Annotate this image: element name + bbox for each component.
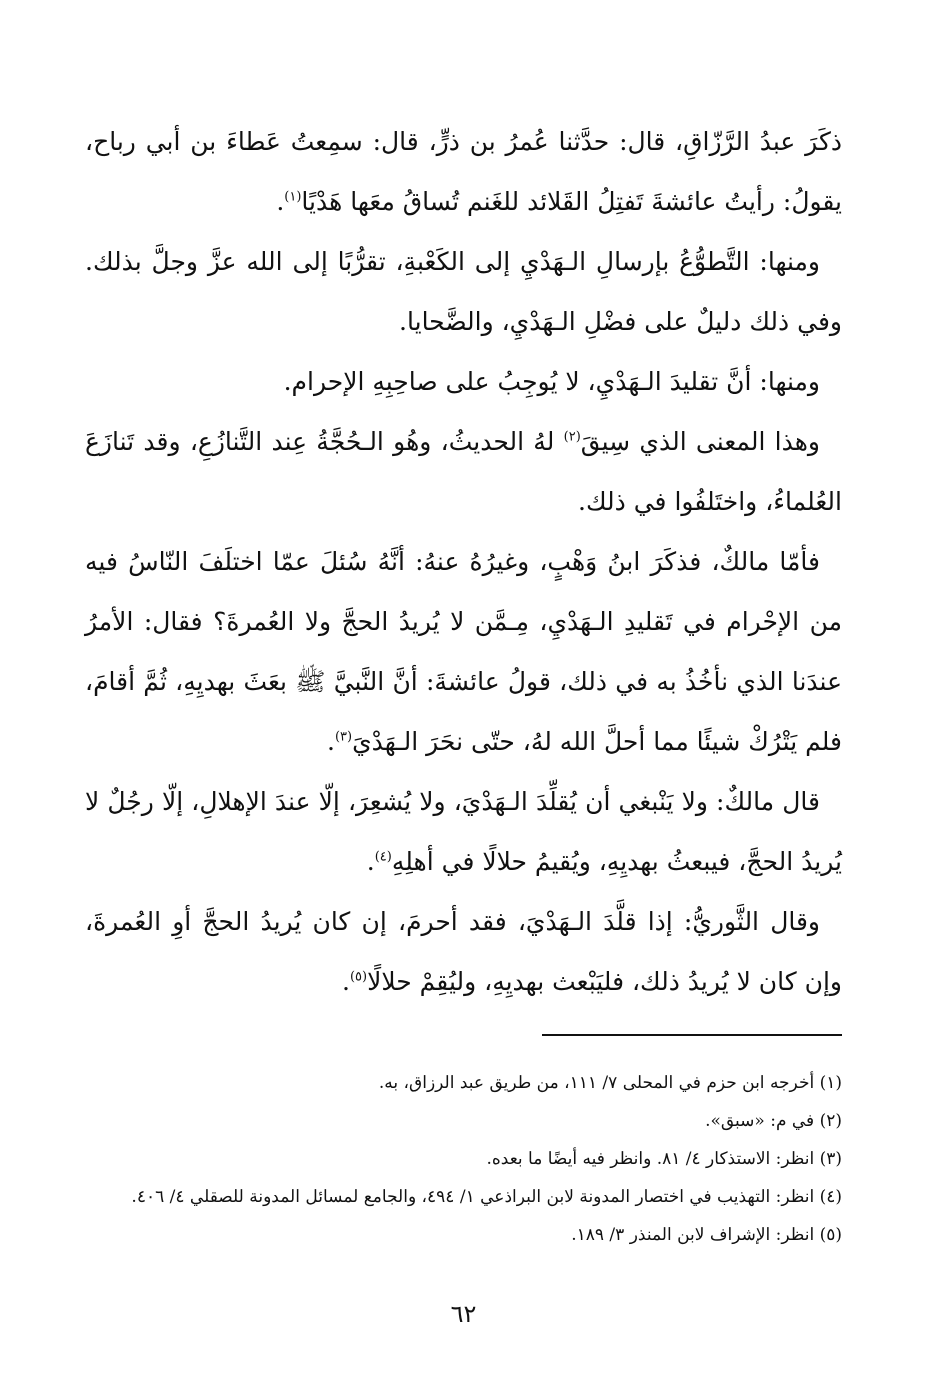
footnote-4: (٤) انظر: التهذيب في اختصار المدونة لابن البراذعي ١/ ٤٩٤، والجامع لمسائل المدونة للصقلي ٤/ ٤٠٦. (131, 1187, 842, 1207)
footnote-1: (١) أخرجه ابن حزم في المحلى ٧/ ١١١، من طريق عبد الرزاق، به. (378, 1073, 842, 1093)
main-text (85, 112, 842, 1012)
footnote-3: (٣) انظر: الاستذكار ٤/ ٨١. وانظر فيه أيضًا ما بعده. (486, 1149, 842, 1169)
book-page (85, 112, 842, 1334)
paragraph-text: ومنها: التَّطوُّعُ بإرسالِ الـهَدْيِ إلى الكَعْبةِ، تقرُّبًا إلى الله عزَّ وجلَّ بذلك. وفي ذلك دليلٌ على فضْلِ الـهَدْيِ، والضَّحايا. (85, 247, 842, 336)
paragraph-6 (85, 772, 842, 892)
paragraph-text: وهذا المعنى الذي سِيقَ (580, 427, 821, 456)
footnotes (85, 1064, 842, 1254)
footnote-5: (٥) انظر: الإشراف لابن المنذر ٣/ ١٨٩. (571, 1225, 842, 1245)
paragraph-3 (85, 352, 842, 412)
footnote-ref-5[interactable]: (٥) (349, 969, 368, 985)
paragraph-text: . (366, 847, 375, 876)
footnote-2: (٢) في م: «سبق». (705, 1111, 842, 1131)
footnote-ref-4[interactable]: (٤) (374, 849, 392, 865)
paragraph-text: لهُ الحديثُ، وهُو الـحُجَّةُ عِند التَّنازُعِ، وقد تَنازَعَ العُلماءُ، واختَلفُوا في ذلك. (85, 427, 842, 516)
paragraph-text: وقال الثَّوريُّ: إذا قلَّدَ الـهَدْيَ، فقد أحرمَ، إن كان يُريدُ الحجَّ أوِ العُمرةَ، وإن كان لا يُريدُ ذلك، فليَبْعث بهديِهِ، وليُقِمْ حلالًا (85, 907, 842, 996)
paragraph-7 (85, 892, 842, 1012)
paragraph-text: . (276, 187, 285, 216)
paragraph-4 (85, 412, 842, 532)
page-number: ٦٢ (450, 1300, 477, 1328)
paragraph-1 (85, 112, 842, 232)
paragraph-text: فأمّا مالكٌ، فذكَرَ ابنُ وَهْبٍ، وغيرُهُ عنهُ: أنَّهُ سُئلَ عمّا اختلَفَ النّاسُ فيه من الإحْرام في تَقليدِ الـهَدْيِ، مِـمَّن لا يُريدُ الحجَّ ولا العُمرةَ؟ فقال: الأمرُ عندَنا الذي نأخُذُ به في ذلك، قولُ عائشةَ: أنَّ النَّبيَّ ﷺ بعَثَ بهديِهِ، ثُمَّ أقامَ، فلم يَتْرُكْ شيئًا مما أحلَّ الله لهُ، حتّى نحَرَ الـهَدْيَ (85, 547, 842, 756)
footnote-ref-1[interactable]: (١) (284, 189, 302, 205)
paragraph-text: . (327, 727, 335, 756)
paragraph-text: قال مالكٌ: ولا يَنْبغي أن يُقلِّدَ الـهَدْيَ، ولا يُشعِرَ، إلّا عندَ الإهلالِ، إلّا رجُلٌ لا يُريدُ الحجَّ، فيبعثُ بهديِهِ، ويُقيمُ حلالًا في أهلِهِ (85, 787, 842, 876)
footnote-ref-2[interactable]: (٢) (563, 429, 581, 445)
paragraph-text: ذكَرَ عبدُ الرَّزّاقِ، قال: حدَّثنا عُمرُ بن ذرٍّ، قال: سمِعتُ عَطاءَ بن أبي رباح، يقولُ: رأيتُ عائشةَ تَفتِلُ القَلائد للغَنم تُساقُ معَها هَدْيًا (85, 127, 842, 216)
footnote-divider (542, 1034, 842, 1036)
paragraph-text: ومنها: أنَّ تقليدَ الـهَدْيِ، لا يُوجِبُ على صاحِبِهِ الإحرام. (283, 367, 820, 396)
footnote-ref-3[interactable]: (٣) (334, 729, 353, 745)
paragraph-text: . (341, 967, 350, 996)
paragraph-2 (85, 232, 842, 352)
paragraph-5 (85, 532, 842, 772)
